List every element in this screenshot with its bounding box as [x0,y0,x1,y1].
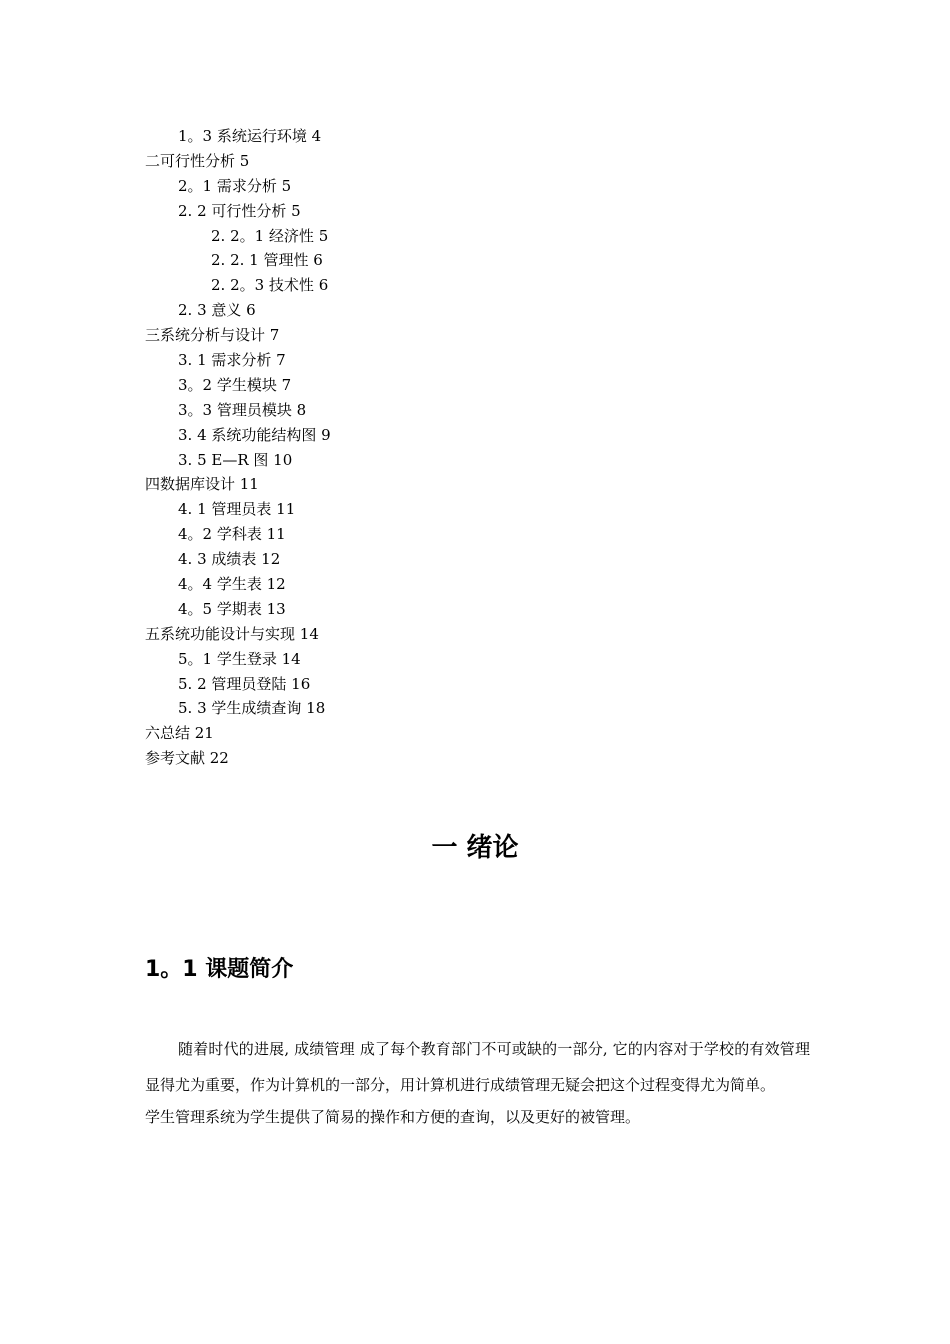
toc-entry: 4. 3 成绩表 12 [178,550,281,569]
toc-entry: 四数据库设计 11 [145,475,259,494]
toc-entry: 三系统分析与设计 7 [145,326,280,345]
toc-entry: 五系统功能设计与实现 14 [145,624,319,643]
toc-entry: 2. 2 可行性分析 5 [178,201,301,220]
toc-entry: 4。5 学期表 13 [178,599,286,618]
toc-entry: 4。2 学科表 11 [178,525,286,544]
toc-entry: 4。4 学生表 12 [178,575,286,594]
toc-entry: 4. 1 管理员表 11 [178,500,296,519]
body-text [145,1031,810,1135]
toc-entry: 2. 2. 1 管理性 6 [211,251,323,270]
toc-entry: 3。3 管理员模块 8 [178,400,307,419]
toc-entry: 六总结 21 [145,724,214,743]
toc-entry: 2. 2。1 经济性 5 [211,226,329,245]
toc-entry: 2。1 需求分析 5 [178,176,292,195]
section-title: 1。1 课题简介 [145,957,294,982]
paragraph-system: 学生管理系统为学生提供了简易的操作和方便的查询，以及更好的被管理。 [145,1108,641,1126]
toc-entry: 参考文献 22 [145,749,229,768]
toc-entry: 3. 4 系统功能结构图 9 [178,425,331,444]
toc-entry: 5。1 学生登录 14 [178,649,301,668]
toc-entry: 2. 3 意义 6 [178,301,256,320]
toc-entry: 1。3 系统运行环境 4 [178,127,322,145]
toc-entry: 2. 2。3 技术性 6 [211,276,329,295]
chapter-title: 一 绪论 [431,833,519,863]
toc-entry: 3。2 学生模块 7 [178,375,292,394]
toc-entry: 5. 2 管理员登陆 16 [178,674,311,693]
toc-entry: 3. 1 需求分析 7 [178,351,286,370]
paragraph-intro: 随着时代的进展, 成绩管理 成了每个教育部门不可或缺的一部分, 它的内容对于学校的有效管理显得尤为重要，作为计算机的一部分，用计算机进行成绩管理无疑会把这个过程变得尤为简单。 [145,1040,810,1094]
toc-entry: 3. 5 E—R 图 10 [178,450,293,469]
toc-entry: 5. 3 学生成绩查询 18 [178,699,326,718]
toc-entry: 二可行性分析 5 [145,151,250,170]
table-of-contents [145,124,845,771]
